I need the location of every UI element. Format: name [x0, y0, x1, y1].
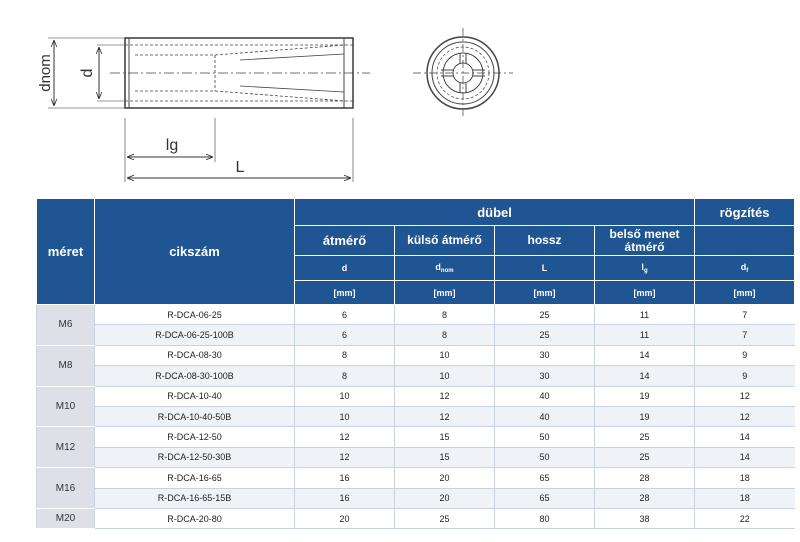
cell-dnom: 8: [395, 325, 495, 345]
cell-df: 18: [695, 468, 795, 488]
cell-L: 25: [495, 305, 595, 325]
cell-dnom: 12: [395, 406, 495, 426]
cell-lg: 19: [595, 406, 695, 426]
header-outer-diameter: külső átmérő: [395, 226, 495, 256]
symbol-df: $d_f$: [695, 256, 795, 281]
cell-lg: 11: [595, 305, 695, 325]
cell-df: 9: [695, 345, 795, 365]
cell-d: 8: [295, 345, 395, 365]
cell-d: 16: [295, 468, 395, 488]
cell-L: 30: [495, 345, 595, 365]
cell-dnom: 20: [395, 468, 495, 488]
cell-df: 12: [695, 386, 795, 406]
header-fixing-blank: [695, 226, 795, 256]
cell-L: 50: [495, 447, 595, 467]
table-row: [37, 345, 795, 365]
header-fixing: rögzítés: [695, 199, 795, 226]
lg-label: lg: [165, 137, 179, 154]
size-cell: M8: [37, 345, 95, 386]
cell-df: 22: [695, 508, 795, 528]
cell-df: 12: [695, 406, 795, 426]
cell-L: 50: [495, 427, 595, 447]
cell-L: 80: [495, 508, 595, 528]
cell-dnom: 12: [395, 386, 495, 406]
cell-code: R-DCA-10-40: [95, 386, 295, 406]
cell-L: 65: [495, 488, 595, 508]
table-row: [37, 366, 795, 386]
unit-df: [mm]: [695, 281, 795, 305]
symbol-dnom: $d_{nom}$: [395, 256, 495, 281]
size-cell: M6: [37, 305, 95, 346]
cell-L: 65: [495, 468, 595, 488]
cell-df: 14: [695, 447, 795, 467]
cell-dnom: 20: [395, 488, 495, 508]
cell-code: R-DCA-06-25: [95, 305, 295, 325]
header-anchor: dübel: [295, 199, 695, 226]
table-row: [37, 508, 795, 528]
table-row: [37, 488, 795, 508]
table-row: [37, 427, 795, 447]
unit-d: [mm]: [295, 281, 395, 305]
cell-dnom: 10: [395, 366, 495, 386]
table-row: [37, 406, 795, 426]
cell-code: R-DCA-08-30-100B: [95, 366, 295, 386]
cell-df: 7: [695, 325, 795, 345]
anchor-technical-drawing: [0, 0, 800, 190]
table-row: [37, 325, 795, 345]
header-part-no: cikszám: [95, 199, 295, 305]
cell-code: R-DCA-20-80: [95, 508, 295, 528]
cell-df: 14: [695, 427, 795, 447]
cell-d: 12: [295, 447, 395, 467]
symbol-L: L: [495, 256, 595, 281]
cell-df: 9: [695, 366, 795, 386]
cell-d: 6: [295, 325, 395, 345]
cell-lg: 25: [595, 427, 695, 447]
cell-lg: 38: [595, 508, 695, 528]
table-body: [37, 305, 795, 529]
cell-L: 25: [495, 325, 595, 345]
cell-code: R-DCA-12-50: [95, 427, 295, 447]
size-cell: M16: [37, 468, 95, 509]
cell-lg: 11: [595, 325, 695, 345]
cell-dnom: 8: [395, 305, 495, 325]
cell-code: R-DCA-16-65: [95, 468, 295, 488]
cell-d: 10: [295, 386, 395, 406]
cell-dnom: 25: [395, 508, 495, 528]
cell-lg: 25: [595, 447, 695, 467]
cell-code: R-DCA-12-50-30B: [95, 447, 295, 467]
cell-df: 18: [695, 488, 795, 508]
cell-d: 16: [295, 488, 395, 508]
cell-lg: 14: [595, 366, 695, 386]
cell-d: 12: [295, 427, 395, 447]
unit-lg: [mm]: [595, 281, 695, 305]
anchor-side-view: [110, 38, 370, 108]
cell-dnom: 15: [395, 427, 495, 447]
cell-code: R-DCA-16-65-15B: [95, 488, 295, 508]
cell-code: R-DCA-10-40-50B: [95, 406, 295, 426]
header-diameter: átmérő: [295, 226, 395, 256]
header-length: hossz: [495, 226, 595, 256]
table-row: [37, 447, 795, 467]
cell-d: 20: [295, 508, 395, 528]
cell-L: 40: [495, 406, 595, 426]
cell-L: 30: [495, 366, 595, 386]
cell-d: 8: [295, 366, 395, 386]
cell-code: R-DCA-06-25-100B: [95, 325, 295, 345]
cell-L: 40: [495, 386, 595, 406]
table-row: [37, 386, 795, 406]
size-cell: M10: [37, 386, 95, 427]
table-row: [37, 305, 795, 325]
cell-dnom: 15: [395, 447, 495, 467]
cell-lg: 28: [595, 468, 695, 488]
cell-code: R-DCA-08-30: [95, 345, 295, 365]
cell-df: 7: [695, 305, 795, 325]
cell-d: 6: [295, 305, 395, 325]
header-size: méret: [37, 199, 95, 305]
size-cell: M20: [37, 508, 95, 528]
cell-d: 10: [295, 406, 395, 426]
anchor-end-view: [413, 28, 513, 118]
L-label: L: [235, 159, 245, 176]
symbol-d: d: [295, 256, 395, 281]
symbol-lg: $l_g$: [595, 256, 695, 281]
size-cell: M12: [37, 427, 95, 468]
unit-dnom: [mm]: [395, 281, 495, 305]
unit-L: [mm]: [495, 281, 595, 305]
cell-lg: 14: [595, 345, 695, 365]
cell-lg: 19: [595, 386, 695, 406]
header-thread: belső menet átmérő: [595, 226, 695, 256]
d-label: d: [79, 68, 96, 78]
cell-lg: 28: [595, 488, 695, 508]
spec-table: [36, 198, 795, 529]
dnom-label: dnom: [37, 54, 54, 92]
table-row: [37, 468, 795, 488]
cell-dnom: 10: [395, 345, 495, 365]
